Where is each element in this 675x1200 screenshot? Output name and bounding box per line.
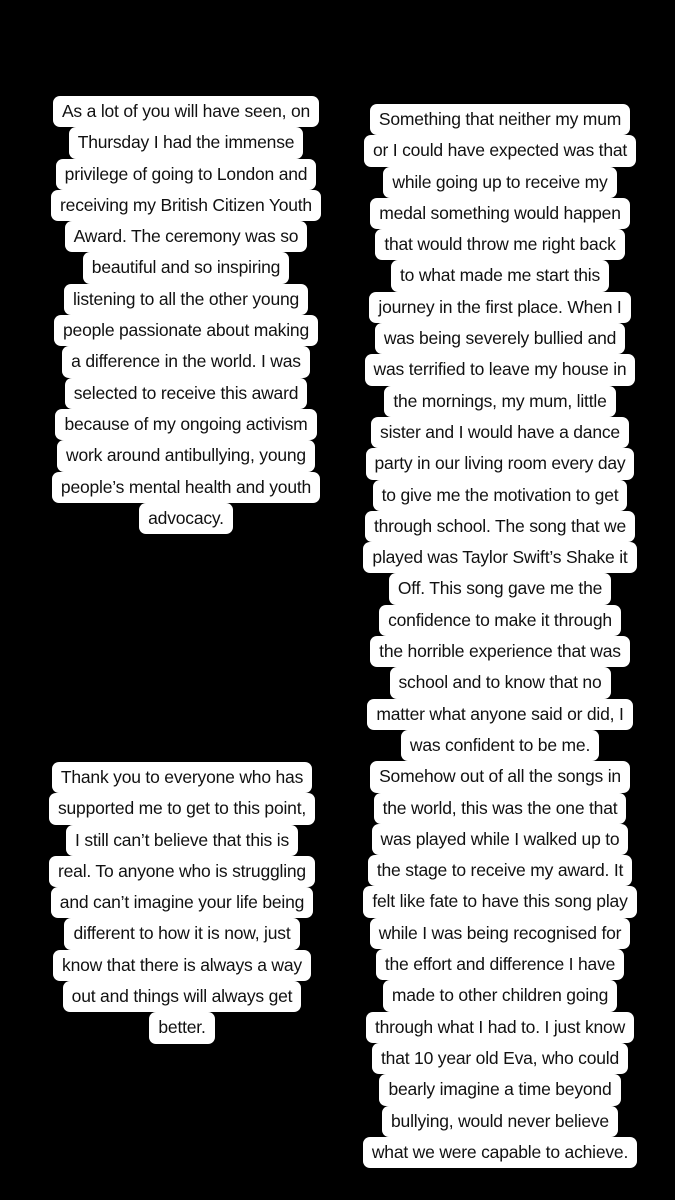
text-line: Award. The ceremony was so [65, 221, 308, 252]
text-line: felt like fate to have this song play [363, 886, 636, 917]
text-line: through school. The song that we [365, 511, 635, 542]
text-line: made to other children going [383, 980, 617, 1011]
text-line: As a lot of you will have seen, on [53, 96, 319, 127]
text-line: receiving my British Citizen Youth [51, 190, 321, 221]
text-line: the effort and difference I have [376, 949, 624, 980]
text-line: journey in the first place. When I [369, 292, 630, 323]
text-block-song-story [352, 104, 648, 1168]
text-line: Something that neither my mum [370, 104, 630, 135]
text-line: matter what anyone said or did, I [367, 699, 632, 730]
text-line: bullying, would never believe [382, 1106, 618, 1137]
text-line: medal something would happen [370, 198, 630, 229]
text-block-award-intro [38, 96, 334, 534]
text-line: school and to know that no [390, 667, 611, 698]
text-line: that 10 year old Eva, who could [372, 1043, 628, 1074]
text-line: Thursday I had the immense [69, 127, 304, 158]
text-line: work around antibullying, young [57, 440, 315, 471]
text-line: while I was being recognised for [370, 918, 631, 949]
text-line: listening to all the other young [64, 284, 308, 315]
text-line: played was Taylor Swift’s Shake it [363, 542, 636, 573]
text-line: while going up to receive my [383, 167, 616, 198]
text-line: or I could have expected was that [364, 135, 636, 166]
text-line: was being severely bullied and [375, 323, 625, 354]
text-block-thank-you [32, 762, 332, 1044]
text-line: know that there is always a way [53, 950, 311, 981]
text-line: sister and I would have a dance [371, 417, 629, 448]
text-line: different to how it is now, just [64, 918, 299, 949]
text-line: supported me to get to this point, [49, 793, 315, 824]
text-line: people passionate about making [54, 315, 318, 346]
text-line: the world, this was the one that [374, 793, 627, 824]
text-line: and can’t imagine your life being [51, 887, 313, 918]
text-line: beautiful and so inspiring [83, 252, 289, 283]
text-line: Off. This song gave me the [389, 573, 611, 604]
text-line: to give me the motivation to get [373, 480, 628, 511]
text-line: Somehow out of all the songs in [370, 761, 630, 792]
text-line: was terrified to leave my house in [365, 354, 636, 385]
text-line: was confident to be me. [401, 730, 599, 761]
text-line: bearly imagine a time beyond [379, 1074, 620, 1105]
text-line: because of my ongoing activism [55, 409, 316, 440]
text-line: out and things will always get [63, 981, 302, 1012]
text-line: was played while I walked up to [372, 824, 629, 855]
text-line: selected to receive this award [65, 378, 308, 409]
text-line: the stage to receive my award. It [368, 855, 632, 886]
text-line: a difference in the world. I was [62, 346, 310, 377]
text-line: through what I had to. I just know [366, 1012, 634, 1043]
text-line: party in our living room every day [366, 448, 635, 479]
text-line: confidence to make it through [379, 605, 621, 636]
text-line: that would throw me right back [375, 229, 624, 260]
text-line: real. To anyone who is struggling [49, 856, 315, 887]
text-line: people’s mental health and youth [52, 472, 320, 503]
text-line: Thank you to everyone who has [52, 762, 312, 793]
text-line: what we were capable to achieve. [363, 1137, 637, 1168]
text-line: the mornings, my mum, little [384, 386, 615, 417]
text-line: the horrible experience that was [370, 636, 630, 667]
text-line: to what made me start this [391, 260, 609, 291]
text-line: privilege of going to London and [56, 159, 317, 190]
text-line: advocacy. [139, 503, 233, 534]
text-line: better. [149, 1012, 214, 1043]
text-line: I still can’t believe that this is [66, 825, 298, 856]
